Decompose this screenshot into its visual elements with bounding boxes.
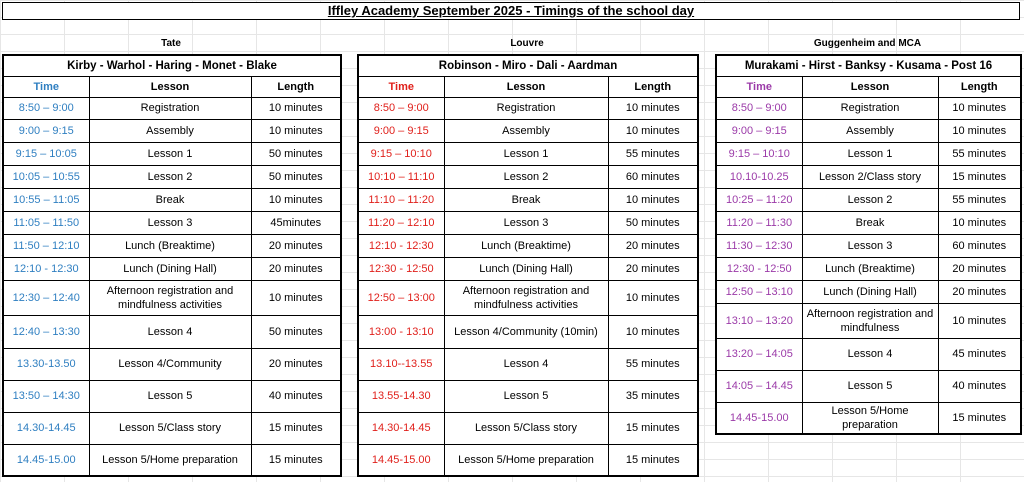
house-header: Robinson - Miro - Dali - Aardman bbox=[358, 55, 698, 76]
table-row bbox=[716, 142, 1021, 165]
table-row bbox=[358, 412, 698, 444]
cell-length: 60 minutes bbox=[938, 234, 1021, 257]
cell-length: 20 minutes bbox=[251, 234, 341, 257]
cell-time: 12:10 - 12:30 bbox=[358, 234, 444, 257]
cell-length: 20 minutes bbox=[938, 280, 1021, 303]
cell-lesson: Lesson 1 bbox=[89, 142, 251, 165]
cell-time: 10:05 – 10:55 bbox=[3, 165, 89, 188]
cell-lesson: Lunch (Dining Hall) bbox=[802, 280, 938, 303]
table-row bbox=[358, 188, 698, 211]
table-row bbox=[3, 234, 341, 257]
cell-lesson: Lesson 5/Home preparation bbox=[89, 444, 251, 476]
table-row bbox=[3, 142, 341, 165]
cell-length: 10 minutes bbox=[608, 188, 698, 211]
table-row bbox=[3, 188, 341, 211]
cell-time: 13:00 - 13:10 bbox=[358, 315, 444, 348]
table-row bbox=[358, 119, 698, 142]
group-label: Guggenheim and MCA bbox=[813, 38, 922, 49]
cell-length: 35 minutes bbox=[608, 380, 698, 412]
cell-lesson: Lesson 4/Community bbox=[89, 348, 251, 380]
table-row bbox=[716, 303, 1021, 338]
cell-length: 20 minutes bbox=[938, 257, 1021, 280]
cell-length: 15 minutes bbox=[251, 412, 341, 444]
cell-length: 15 minutes bbox=[608, 444, 698, 476]
cell-lesson: Afternoon registration and mindfulness activities bbox=[89, 280, 251, 315]
cell-length: 55 minutes bbox=[938, 142, 1021, 165]
cell-lesson: Lesson 2 bbox=[89, 165, 251, 188]
cell-length: 55 minutes bbox=[608, 348, 698, 380]
table-row bbox=[716, 234, 1021, 257]
cell-time: 13.10--13.55 bbox=[358, 348, 444, 380]
column-header-lesson: Lesson bbox=[802, 76, 938, 97]
table-row bbox=[716, 119, 1021, 142]
cell-lesson: Lesson 3 bbox=[802, 234, 938, 257]
cell-time: 12:30 – 12:40 bbox=[3, 280, 89, 315]
cell-length: 50 minutes bbox=[608, 211, 698, 234]
table-row bbox=[3, 97, 341, 119]
cell-lesson: Lesson 3 bbox=[444, 211, 608, 234]
cell-time: 13:50 – 14:30 bbox=[3, 380, 89, 412]
cell-lesson: Lesson 5 bbox=[89, 380, 251, 412]
cell-length: 20 minutes bbox=[608, 257, 698, 280]
group-label: Tate bbox=[161, 38, 181, 49]
cell-length: 10 minutes bbox=[938, 119, 1021, 142]
cell-length: 20 minutes bbox=[251, 257, 341, 280]
cell-length: 10 minutes bbox=[938, 211, 1021, 234]
table-row bbox=[716, 257, 1021, 280]
column-header-time: Time bbox=[3, 76, 89, 97]
cell-length: 55 minutes bbox=[938, 188, 1021, 211]
cell-time: 11:10 – 11:20 bbox=[358, 188, 444, 211]
cell-length: 10 minutes bbox=[938, 97, 1021, 119]
cell-length: 10 minutes bbox=[251, 280, 341, 315]
cell-lesson: Lesson 5/Class story bbox=[89, 412, 251, 444]
cell-lesson: Afternoon registration and mindfulness activities bbox=[444, 280, 608, 315]
table-row bbox=[3, 348, 341, 380]
cell-time: 11:30 – 12:30 bbox=[716, 234, 802, 257]
table-row bbox=[3, 315, 341, 348]
cell-lesson: Registration bbox=[802, 97, 938, 119]
table-row bbox=[358, 257, 698, 280]
cell-time: 8:50 – 9:00 bbox=[716, 97, 802, 119]
cell-lesson: Break bbox=[444, 188, 608, 211]
cell-time: 11:05 – 11:50 bbox=[3, 211, 89, 234]
cell-time: 9:15 – 10:10 bbox=[716, 142, 802, 165]
cell-time: 9:00 – 9:15 bbox=[358, 119, 444, 142]
table-row bbox=[716, 402, 1021, 434]
cell-length: 50 minutes bbox=[251, 315, 341, 348]
cell-time: 14.45-15.00 bbox=[716, 402, 802, 434]
column-header-time: Time bbox=[358, 76, 444, 97]
cell-time: 14.30-14.45 bbox=[3, 412, 89, 444]
cell-length: 50 minutes bbox=[251, 165, 341, 188]
timetable bbox=[2, 54, 342, 477]
table-row bbox=[358, 348, 698, 380]
cell-length: 10 minutes bbox=[608, 119, 698, 142]
cell-time: 13.55-14.30 bbox=[358, 380, 444, 412]
cell-lesson: Break bbox=[89, 188, 251, 211]
cell-lesson: Assembly bbox=[802, 119, 938, 142]
cell-lesson: Afternoon registration and mindfulness bbox=[802, 303, 938, 338]
cell-time: 14.45-15.00 bbox=[3, 444, 89, 476]
cell-length: 45 minutes bbox=[938, 338, 1021, 370]
cell-length: 20 minutes bbox=[251, 348, 341, 380]
table-row bbox=[716, 211, 1021, 234]
cell-lesson: Lunch (Dining Hall) bbox=[444, 257, 608, 280]
cell-time: 8:50 – 9:00 bbox=[358, 97, 444, 119]
cell-length: 10 minutes bbox=[938, 303, 1021, 338]
cell-length: 10 minutes bbox=[608, 315, 698, 348]
cell-length: 10 minutes bbox=[608, 97, 698, 119]
cell-lesson: Lesson 5/Home preparation bbox=[444, 444, 608, 476]
cell-length: 10 minutes bbox=[251, 188, 341, 211]
page-title: Iffley Academy September 2025 - Timings of the school day bbox=[2, 2, 1020, 20]
cell-lesson: Lesson 5 bbox=[444, 380, 608, 412]
cell-lesson: Lesson 4 bbox=[89, 315, 251, 348]
cell-time: 12:30 - 12:50 bbox=[358, 257, 444, 280]
cell-time: 8:50 – 9:00 bbox=[3, 97, 89, 119]
cell-lesson: Lesson 2 bbox=[802, 188, 938, 211]
cell-length: 20 minutes bbox=[608, 234, 698, 257]
column-header-lesson: Lesson bbox=[444, 76, 608, 97]
cell-lesson: Lesson 5 bbox=[802, 370, 938, 402]
cell-time: 10.10-10.25 bbox=[716, 165, 802, 188]
cell-lesson: Registration bbox=[444, 97, 608, 119]
cell-length: 15 minutes bbox=[608, 412, 698, 444]
column-header-time: Time bbox=[716, 76, 802, 97]
table-row bbox=[358, 97, 698, 119]
cell-lesson: Lesson 2/Class story bbox=[802, 165, 938, 188]
cell-lesson: Lunch (Breaktime) bbox=[444, 234, 608, 257]
cell-time: 13.30-13.50 bbox=[3, 348, 89, 380]
cell-lesson: Lesson 1 bbox=[444, 142, 608, 165]
table-row bbox=[716, 338, 1021, 370]
cell-time: 10:25 – 11:20 bbox=[716, 188, 802, 211]
table-row bbox=[3, 165, 341, 188]
cell-time: 9:15 – 10:05 bbox=[3, 142, 89, 165]
cell-time: 12:30 - 12:50 bbox=[716, 257, 802, 280]
cell-time: 11:20 – 11:30 bbox=[716, 211, 802, 234]
cell-lesson: Lesson 1 bbox=[802, 142, 938, 165]
cell-length: 40 minutes bbox=[938, 370, 1021, 402]
cell-time: 13:10 – 13:20 bbox=[716, 303, 802, 338]
column-header-length: Length bbox=[608, 76, 698, 97]
cell-time: 10:10 – 11:10 bbox=[358, 165, 444, 188]
cell-lesson: Lesson 4 bbox=[444, 348, 608, 380]
cell-time: 9:00 – 9:15 bbox=[716, 119, 802, 142]
cell-time: 11:50 – 12:10 bbox=[3, 234, 89, 257]
cell-lesson: Lesson 2 bbox=[444, 165, 608, 188]
table-row bbox=[3, 211, 341, 234]
cell-length: 55 minutes bbox=[608, 142, 698, 165]
cell-lesson: Lunch (Dining Hall) bbox=[89, 257, 251, 280]
cell-time: 14.45-15.00 bbox=[358, 444, 444, 476]
table-row bbox=[716, 165, 1021, 188]
table-row bbox=[358, 211, 698, 234]
cell-length: 60 minutes bbox=[608, 165, 698, 188]
cell-lesson: Lesson 5/Home preparation bbox=[802, 402, 938, 434]
cell-length: 10 minutes bbox=[251, 97, 341, 119]
table-row bbox=[358, 280, 698, 315]
cell-length: 15 minutes bbox=[938, 165, 1021, 188]
cell-time: 13:20 – 14:05 bbox=[716, 338, 802, 370]
table-row bbox=[358, 165, 698, 188]
cell-length: 45minutes bbox=[251, 211, 341, 234]
column-header-length: Length bbox=[938, 76, 1021, 97]
table-row bbox=[716, 97, 1021, 119]
table-row bbox=[3, 257, 341, 280]
table-row bbox=[716, 280, 1021, 303]
cell-time: 12:10 - 12:30 bbox=[3, 257, 89, 280]
table-row bbox=[3, 444, 341, 476]
house-header: Murakami - Hirst - Banksy - Kusama - Post 16 bbox=[716, 55, 1021, 76]
cell-length: 10 minutes bbox=[251, 119, 341, 142]
cell-time: 12:50 – 13:00 bbox=[358, 280, 444, 315]
timetable bbox=[715, 54, 1022, 435]
cell-time: 9:00 – 9:15 bbox=[3, 119, 89, 142]
cell-lesson: Lunch (Breaktime) bbox=[802, 257, 938, 280]
cell-lesson: Lesson 4/Community (10min) bbox=[444, 315, 608, 348]
table-row bbox=[358, 380, 698, 412]
cell-time: 12:50 – 13:10 bbox=[716, 280, 802, 303]
cell-lesson: Lesson 5/Class story bbox=[444, 412, 608, 444]
cell-time: 11:20 – 12:10 bbox=[358, 211, 444, 234]
table-row bbox=[3, 119, 341, 142]
table-row bbox=[3, 412, 341, 444]
table-row bbox=[3, 380, 341, 412]
cell-length: 15 minutes bbox=[251, 444, 341, 476]
table-row bbox=[3, 280, 341, 315]
column-header-lesson: Lesson bbox=[89, 76, 251, 97]
cell-lesson: Break bbox=[802, 211, 938, 234]
cell-time: 14.30-14.45 bbox=[358, 412, 444, 444]
cell-lesson: Assembly bbox=[89, 119, 251, 142]
cell-lesson: Lesson 4 bbox=[802, 338, 938, 370]
table-row bbox=[358, 315, 698, 348]
group-label: Louvre bbox=[510, 38, 544, 49]
column-header-length: Length bbox=[251, 76, 341, 97]
cell-lesson: Assembly bbox=[444, 119, 608, 142]
cell-lesson: Lunch (Breaktime) bbox=[89, 234, 251, 257]
cell-time: 12:40 – 13:30 bbox=[3, 315, 89, 348]
timetable bbox=[357, 54, 699, 477]
cell-lesson: Registration bbox=[89, 97, 251, 119]
table-row bbox=[358, 444, 698, 476]
cell-time: 10:55 – 11:05 bbox=[3, 188, 89, 211]
cell-length: 15 minutes bbox=[938, 402, 1021, 434]
table-row bbox=[358, 234, 698, 257]
table-row bbox=[716, 188, 1021, 211]
cell-lesson: Lesson 3 bbox=[89, 211, 251, 234]
house-header: Kirby - Warhol - Haring - Monet - Blake bbox=[3, 55, 341, 76]
table-row bbox=[358, 142, 698, 165]
table-row bbox=[716, 370, 1021, 402]
cell-time: 14:05 – 14.45 bbox=[716, 370, 802, 402]
cell-time: 9:15 – 10:10 bbox=[358, 142, 444, 165]
cell-length: 10 minutes bbox=[608, 280, 698, 315]
cell-length: 40 minutes bbox=[251, 380, 341, 412]
cell-length: 50 minutes bbox=[251, 142, 341, 165]
